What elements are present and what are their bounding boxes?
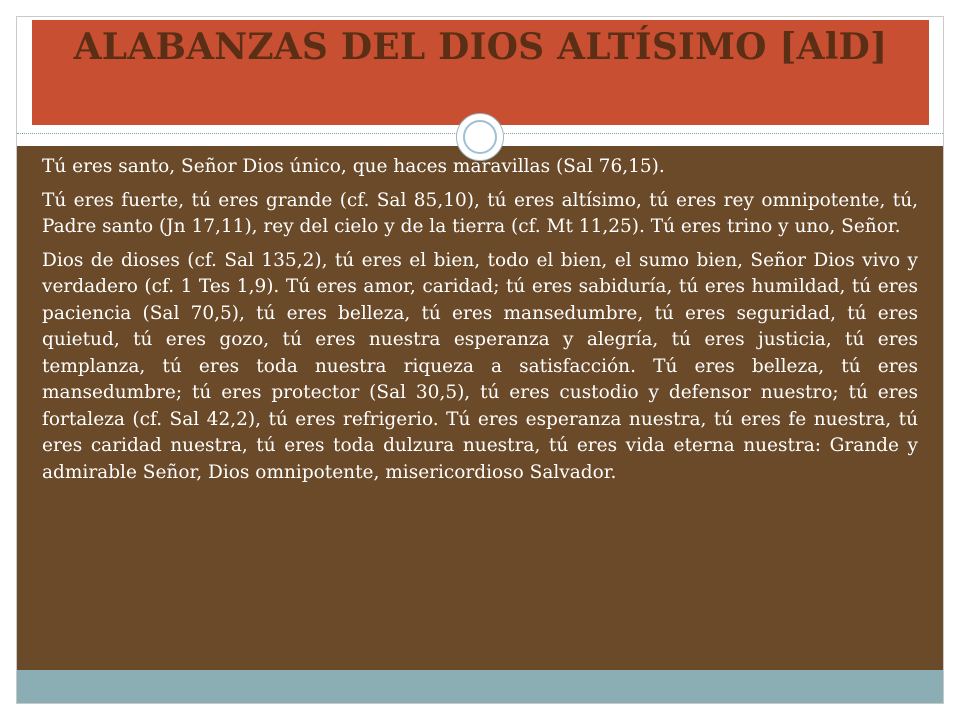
slide-title: ALABANZAS DEL DIOS ALTÍSIMO [AlD] xyxy=(73,26,888,68)
paragraph-2: Tú eres fuerte, tú eres grande (cf. Sal 85,10), tú eres altísimo, tú eres rey omnipotente, tú, Padre santo (Jn 17,11), rey del cielo y de la tierra (cf. Mt 11,25). Tú eres trino y uno, Señor. xyxy=(42,189,918,237)
paragraph-1: Tú eres santo, Señor Dios único, que haces maravillas (Sal 76,15). xyxy=(42,156,665,177)
paragraph-3: Dios de dioses (cf. Sal 135,2), tú eres el bien, todo el bien, el sumo bien, Señor Dios vivo y verdadero (cf. 1 Tes 1,9). Tú eres amor, caridad; tú eres sabiduría, tú eres humildad, tú eres paciencia (Sal 70,5), tú eres belleza, tú eres mansedumbre, tú eres seguridad, tú eres quietud, tú eres gozo, tú eres nuestra esperanza y alegría, tú eres justicia, tú eres templanza, tú eres toda nuestra riqueza a satisfacción. Tú eres belleza, tú eres mansedumbre; tú eres protector (Sal 30,5), tú eres custodio y defensor nuestro; tú eres fortaleza (cf. Sal 42,2), tú eres refrigerio. Tú eres esperanza nuestra, tú eres fe nuestra, tú eres caridad nuestra, tú eres toda dulzura nuestra, tú eres vida eterna nuestra: Grande y admirable Señor, Dios omnipotente, misericordioso Salvador. xyxy=(42,249,918,483)
decorative-ring-inner xyxy=(463,120,497,154)
footer-bar xyxy=(17,670,943,703)
body-text xyxy=(42,154,918,493)
